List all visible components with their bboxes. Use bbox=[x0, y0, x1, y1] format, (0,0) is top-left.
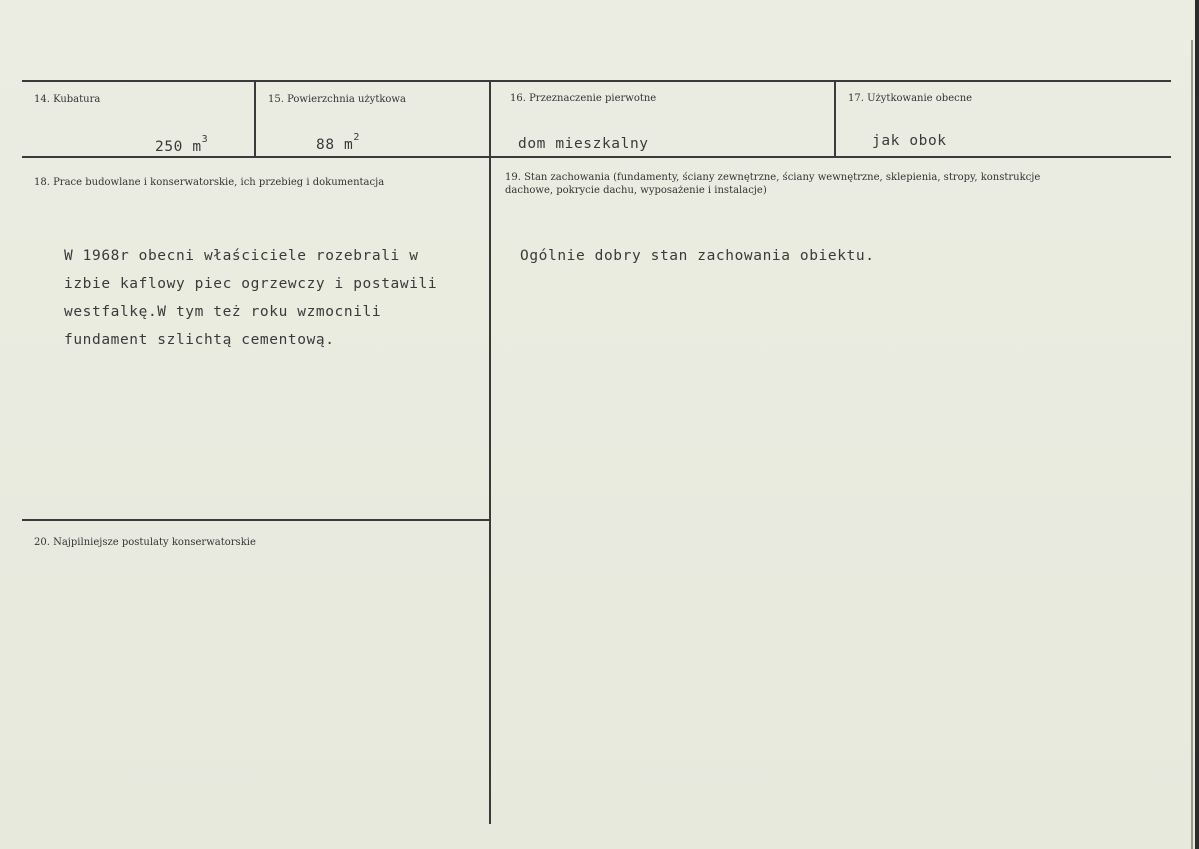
field-14-value-text: 250 m bbox=[155, 139, 202, 155]
sheet-edge-inner bbox=[1191, 40, 1193, 849]
top-rule bbox=[22, 80, 1171, 82]
field-19-value: Ogólnie dobry stan zachowania obiektu. bbox=[520, 248, 875, 264]
field-18-text bbox=[64, 242, 437, 354]
field-15-value-text: 88 m bbox=[316, 137, 354, 153]
field-17-value: jak obok bbox=[872, 133, 947, 149]
field-18-line: W 1968r obecni właściciele rozebrali w bbox=[64, 248, 419, 264]
field-18-line: fundament szlichtą cementową. bbox=[64, 332, 335, 348]
field-16-label: 16. Przeznaczenie pierwotne bbox=[510, 93, 657, 104]
divider-16-17 bbox=[834, 82, 836, 157]
field-20-label: 20. Najpilniejsze postulaty konserwatorskie bbox=[34, 537, 256, 548]
field-15-value bbox=[316, 132, 360, 153]
row1-bottom-rule bbox=[22, 156, 1171, 158]
field-19-label: 19. Stan zachowania (fundamenty, ściany zewnętrzne, ściany wewnętrzne, sklepienia, stropy, konstrukcje dachowe, pokrycie dachu, wyposażenie i instalacje) bbox=[505, 172, 1041, 196]
sheet-edge bbox=[1195, 0, 1199, 849]
field-14-label: 14. Kubatura bbox=[34, 94, 101, 105]
f18-bottom-rule bbox=[22, 519, 490, 521]
field-14-value bbox=[155, 134, 209, 155]
field-17-label: 17. Użytkowanie obecne bbox=[848, 93, 973, 104]
field-16-value: dom mieszkalny bbox=[518, 136, 649, 152]
field-18-line: izbie kaflowy piec ogrzewczy i postawili bbox=[64, 276, 438, 292]
field-15-unit-exponent: 2 bbox=[353, 132, 360, 143]
field-14-unit-exponent: 3 bbox=[201, 134, 209, 145]
field-18-line: westfalkę.W tym też roku wzmocnili bbox=[64, 304, 382, 320]
field-15-label: 15. Powierzchnia użytkowa bbox=[268, 94, 406, 105]
divider-15-16 bbox=[489, 82, 491, 824]
divider-14-15 bbox=[254, 82, 256, 157]
field-18-label: 18. Prace budowlane i konserwatorskie, ich przebieg i dokumentacja bbox=[34, 177, 385, 188]
